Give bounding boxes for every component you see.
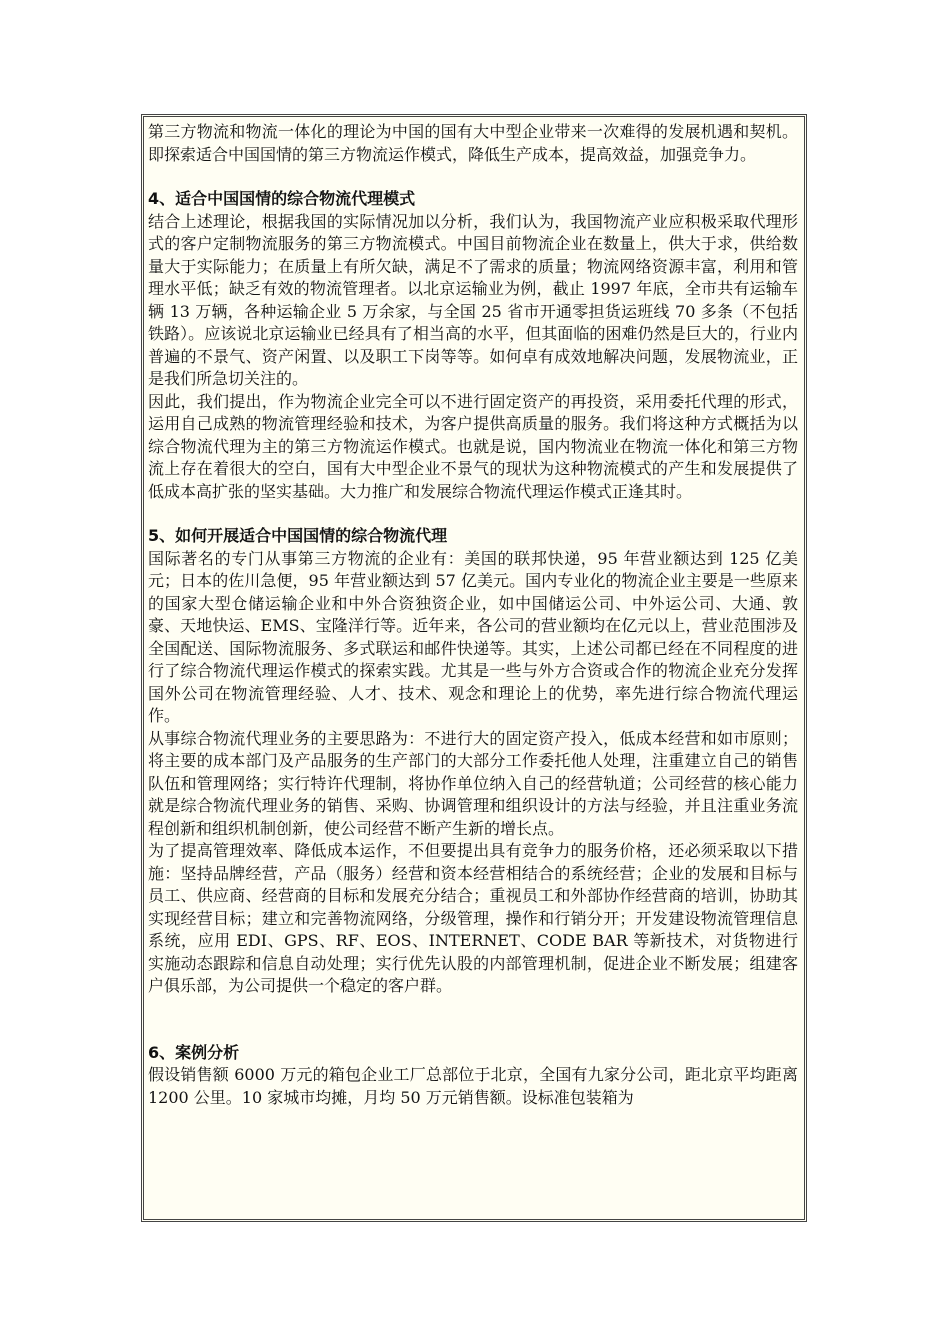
section-4-paragraph-2: 因此，我们提出，作为物流企业完全可以不进行固定资产的再投资，采用委托代理的形式，运用自己成熟的物流管理经验和技术，为客户提供高质量的服务。我们将这种方式概括为以综合物流代理为主的第三方物流运作模式。也就是说，国内物流业在物流一体化和第三方物流上存在着很大的空白，国有大中型企业不景气的现状为这种物流模式的产生和发展提供了低成本高扩张的坚实基础。大力推广和发展综合物流代理运作模式正逢其时。 bbox=[148, 391, 798, 501]
document-body bbox=[144, 117, 804, 1109]
section-4-heading: 4、适合中国国情的综合物流代理模式 bbox=[148, 189, 416, 208]
section-4-paragraph-1: 结合上述理论，根据我国的实际情况加以分析，我们认为，我国物流产业应积极采取代理形式的客户定制物流服务的第三方物流模式。中国目前物流企业在数量上，供大于求，供给数量大于实际能力；在质量上有所欠缺，满足不了需求的质量；物流网络资源丰富，利用和管理水平低；缺乏有效的物流管理者。以北京运输业为例，截止 1997 年底，全市共有运输车辆 13 万辆，各种运输企业 5 万余家，与全国 25 省市开通零担货运班线 70 多条（不包括铁路）。应该说北京运输业已经具有了相当高的水平，但其面临的困难仍然是巨大的，行业内普遍的不景气、资产闲置、以及职工下岗等等。如何卓有成效地解决问题，发展物流业，正是我们所急切关注的。 bbox=[148, 211, 798, 388]
section-5-paragraph-3: 为了提高管理效率、降低成本运作，不但要提出具有竞争力的服务价格，还必须采取以下措施：坚持品牌经营，产品（服务）经营和资本经营相结合的系统经营；企业的发展和目标与员工、供应商、经营商的目标和发展充分结合；重视员工和外部协作经营商的培训，协助其实现经营目标；建立和完善物流网络，分级管理，操作和行销分开；开发建设物流管理信息系统，应用 EDI、GPS、RF、EOS、INTERNET、CODE BAR 等新技术，对货物进行实施动态跟踪和信息自动处理；实行优先认股的内部管理机制，促进企业不断发展；组建客户俱乐部，为公司提供一个稳定的客户群。 bbox=[148, 841, 798, 995]
section-6-heading: 6、案例分析 bbox=[148, 1042, 240, 1062]
section-5-paragraph-1: 国际著名的专门从事第三方物流的企业有：美国的联邦快递，95 年营业额达到 125 亿美元；日本的佐川急便，95 年营业额达到 57 亿美元。国内专业化的物流企业主要是一些原来的国家大型仓储运输企业和中外合资独资企业，如中国储运公司、中外运公司、大通、敦豪、天地快运、EMS、宝隆洋行等。近年来，各公司的营业额均在亿元以上，营业范围涉及全国配送、国际物流服务、多式联运和邮件快递等。其实，上述公司都已经在不同程度的进行了综合物流代理运作模式的探索实践。尤其是一些与外方合资或合作的物流企业充分发挥国外公司在物流管理经验、人才、技术、观念和理论上的优势，率先进行综合物流代理运作。 bbox=[148, 548, 798, 725]
document-frame bbox=[141, 114, 807, 1222]
section-5-paragraph-2: 从事综合物流代理业务的主要思路为：不进行大的固定资产投入，低成本经营和如市原则；将主要的成本部门及产品服务的生产部门的大部分工作委托他人处理，注重建立自己的销售队伍和管理网络；实行特许代理制，将协作单位纳入自己的经营轨道；公司经营的核心能力就是综合物流代理业务的销售、采购、协调管理和组织设计的方法与经验，并且注重业务流程创新和组织机制创新，使公司经营不断产生新的增长点。 bbox=[148, 728, 798, 838]
intro-paragraph: 第三方物流和物流一体化的理论为中国的国有大中型企业带来一次难得的发展机遇和契机。即探索适合中国国情的第三方物流运作模式，降低生产成本，提高效益，加强竞争力。 bbox=[148, 122, 798, 164]
section-6-paragraph-1: 假设销售额 6000 万元的箱包企业工厂总部位于北京，全国有九家分公司，距北京平均距离 1200 公里。10 家城市均摊，月均 50 万元销售额。设标准包装箱为 bbox=[148, 1065, 798, 1107]
section-5-heading: 5、如何开展适合中国国情的综合物流代理 bbox=[148, 526, 448, 545]
